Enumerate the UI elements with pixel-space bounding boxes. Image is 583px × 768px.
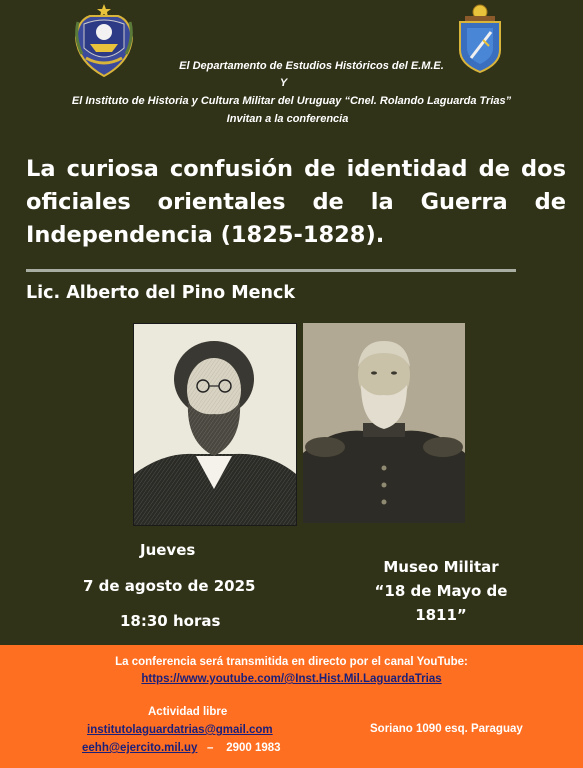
contact-separator	[201, 742, 223, 754]
contact-line	[82, 742, 281, 754]
free-activity-label: Actividad libre	[148, 706, 228, 718]
email-link-eehh[interactable]: eehh@ejercito.mil.uy	[82, 742, 198, 754]
venue-subtitle: “18 de Mayo de 1811”	[374, 582, 508, 624]
header-invitation: Invitan a la conferencia	[226, 113, 349, 125]
event-date: 7 de agosto de 2025	[83, 577, 256, 595]
header-organizer-2: El Instituto de Historia y Cultura Militar del Uruguay “Cnel. Rolando Laguarda Trias”	[71, 95, 512, 107]
title-divider	[26, 269, 516, 272]
military-officer-portrait-icon	[303, 323, 465, 523]
phone-number: 2900 1983	[226, 742, 281, 754]
speaker-name: Lic. Alberto del Pino Menck	[26, 283, 295, 303]
conference-title: La curiosa confusión de identidad de dos oficiales orientales de la Guerra de Independencia (1825-1828).	[26, 156, 566, 248]
venue-block	[358, 555, 524, 627]
stream-notice: La conferencia será transmitida en directo por el canal YouTube:	[115, 656, 468, 668]
event-day: Jueves	[140, 541, 196, 559]
event-time: 18:30 horas	[120, 612, 221, 630]
venue-address: Soriano 1090 esq. Paraguay	[370, 723, 523, 735]
venue-name: Museo Militar	[383, 558, 499, 576]
youtube-link[interactable]: https://www.youtube.com/@Inst.Hist.Mil.LaguardaTrias	[141, 673, 442, 685]
footer-banner	[0, 645, 583, 768]
header-conjunction: Y	[279, 77, 288, 89]
separator-dash: –	[206, 742, 214, 754]
header-organizer-1: El Departamento de Estudios Históricos del E.M.E.	[179, 60, 444, 72]
bearded-man-portrait-icon	[133, 323, 297, 526]
email-link-institute[interactable]: institutolaguardatrias@gmail.com	[87, 724, 273, 736]
